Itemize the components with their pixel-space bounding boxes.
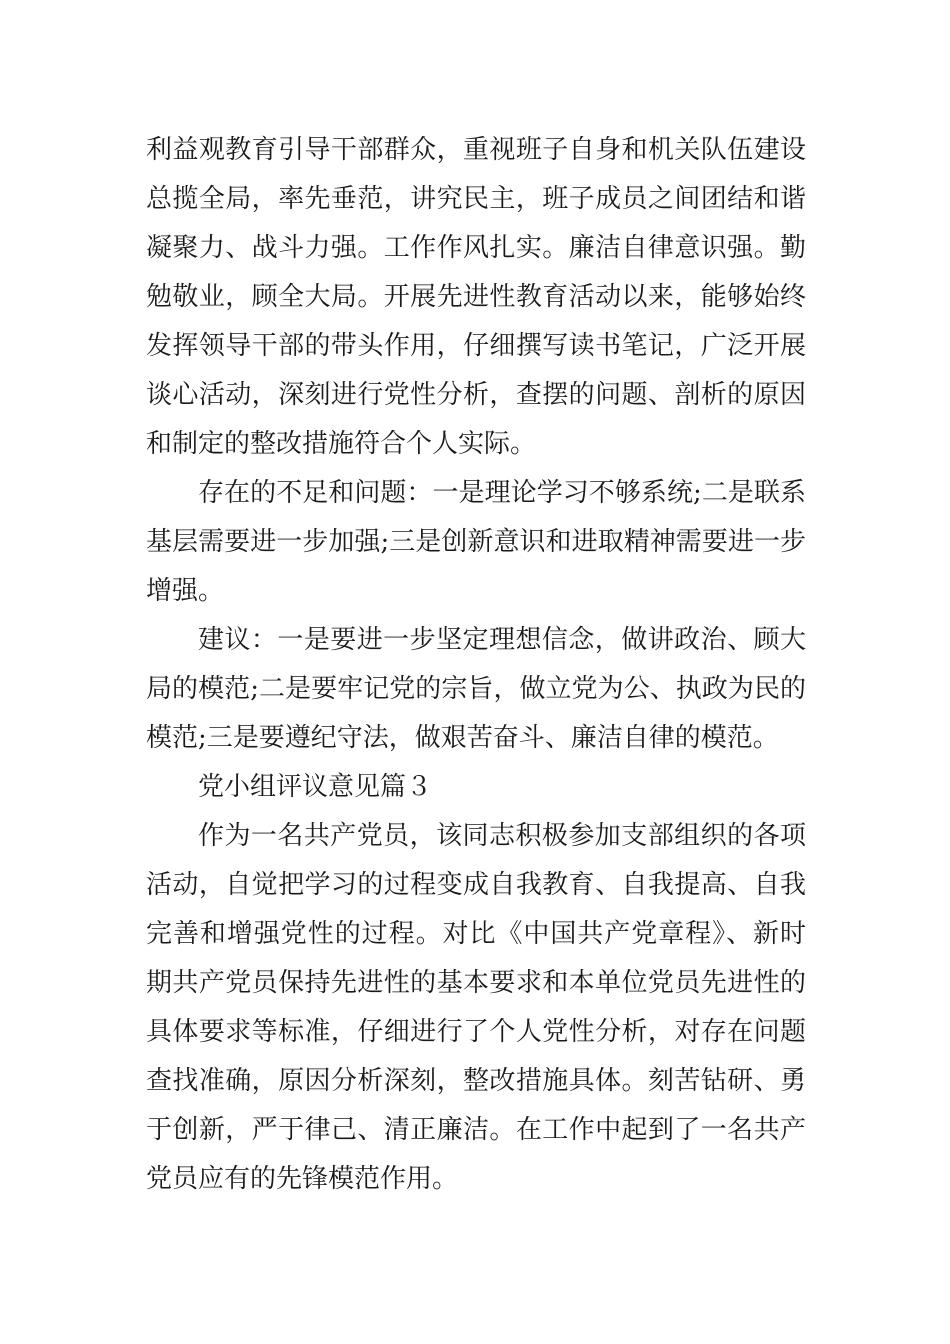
paragraph-2-line: 增强。 (146, 576, 225, 606)
paragraph-3-line: 模范;三是要遵纪守法，做艰苦奋斗、廉洁自律的模范。 (146, 723, 779, 753)
paragraph-1-line: 谈心活动，深刻进行党性分析，查摆的问题、剖析的原因 (146, 380, 806, 410)
section-heading: 党小组评议意见篇３ (198, 772, 433, 802)
paragraph-3-line: 建议：一是要进一步坚定理想信念，做讲政治、顾大 (198, 625, 806, 655)
paragraph-1-line: 利益观教育引导干部群众，重视班子自身和机关队伍建设 (146, 135, 806, 165)
paragraph-1-line: 和制定的整改措施符合个人实际。 (146, 429, 537, 459)
paragraph-4-line: 党员应有的先锋模范作用。 (146, 1164, 459, 1194)
paragraph-4-line: 于创新，严于律己、清正廉洁。在工作中起到了一名共产 (146, 1115, 806, 1145)
paragraph-4-line: 活动，自觉把学习的过程变成自我教育、自我提高、自我 (146, 870, 806, 900)
paragraph-1-line: 勉敬业，顾全大局。开展先进性教育活动以来，能够始终 (146, 282, 806, 312)
paragraph-2-line: 存在的不足和问题：一是理论学习不够系统;二是联系 (198, 478, 806, 508)
paragraph-1-line: 发挥领导干部的带头作用，仔细撰写读书笔记，广泛开展 (146, 331, 806, 361)
paragraph-3-line: 局的模范;二是要牢记党的宗旨，做立党为公、执政为民的 (146, 674, 806, 704)
paragraph-4-line: 完善和增强党性的过程。对比《中国共产党章程》、新时 (146, 919, 806, 949)
paragraph-4-line: 期共产党员保持先进性的基本要求和本单位党员先进性的 (146, 968, 806, 998)
paragraph-4-line: 查找准确，原因分析深刻，整改措施具体。刻苦钻研、勇 (146, 1066, 806, 1096)
paragraph-4-line: 具体要求等标准，仔细进行了个人党性分析，对存在问题 (146, 1017, 806, 1047)
paragraph-1-line: 凝聚力、战斗力强。工作作风扎实。廉洁自律意识强。勤 (146, 233, 806, 263)
paragraph-4-line: 作为一名共产党员，该同志积极参加支部组织的各项 (198, 821, 806, 851)
paragraph-2-line: 基层需要进一步加强;三是创新意识和进取精神需要进一步 (146, 527, 806, 557)
document-body (146, 126, 806, 1204)
paragraph-1-line: 总揽全局，率先垂范，讲究民主，班子成员之间团结和谐 (146, 184, 806, 214)
